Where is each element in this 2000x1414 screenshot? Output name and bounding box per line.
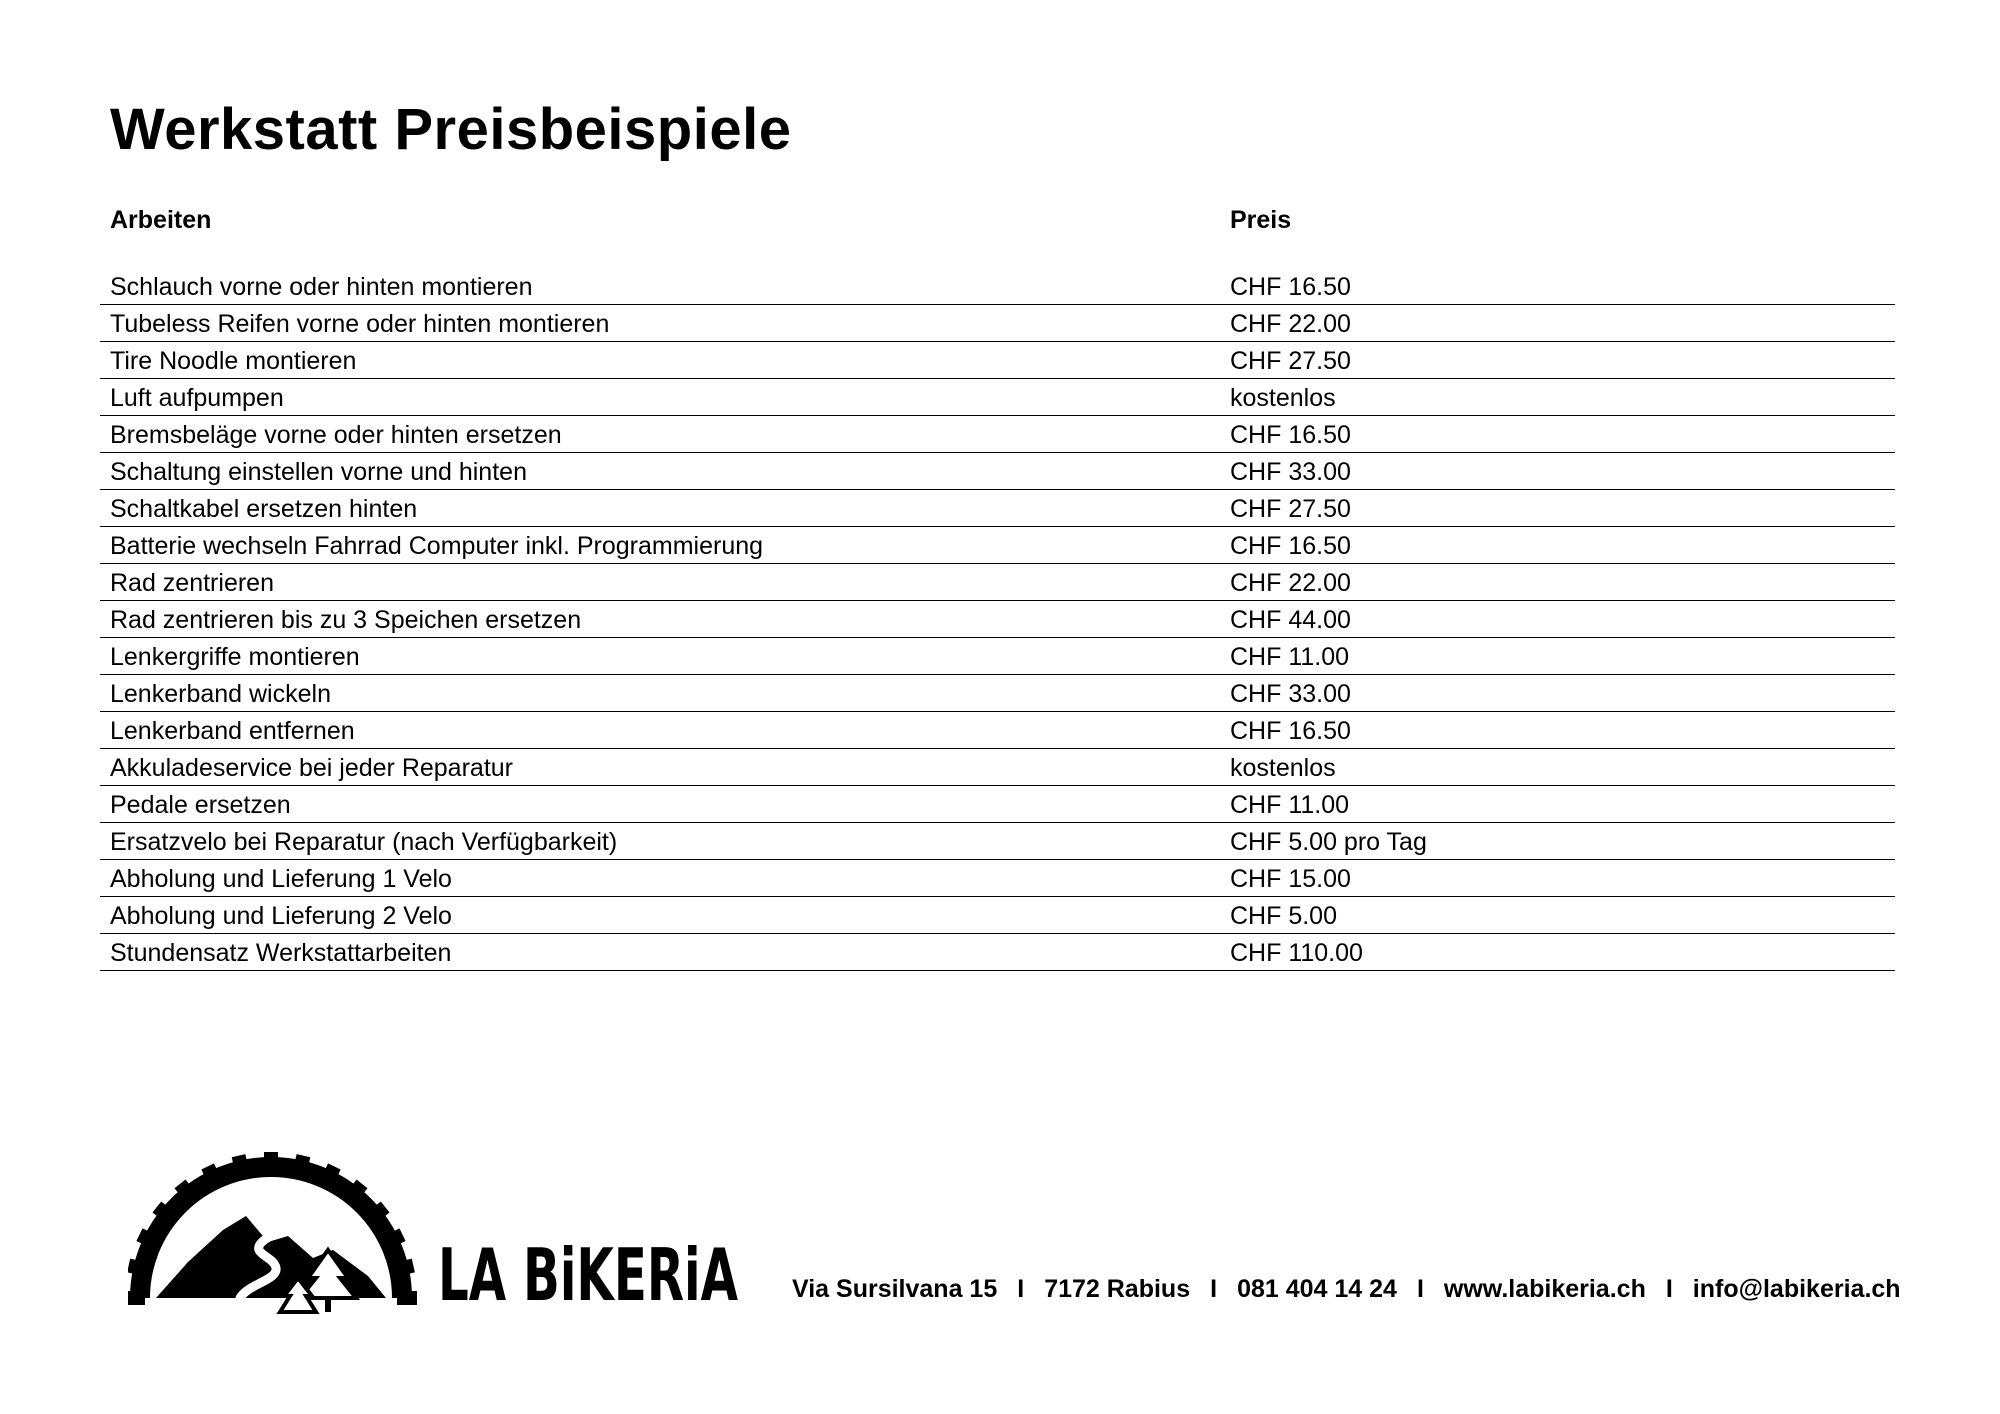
work-cell: Luft aufpumpen: [110, 384, 284, 412]
address: Via Sursilvana 15: [792, 1275, 998, 1303]
separator: I: [1017, 1275, 1025, 1303]
price-cell: CHF 110.00: [1230, 939, 1363, 967]
price-cell: CHF 15.00: [1230, 865, 1351, 893]
table-row: [100, 749, 1895, 786]
separator: I: [1665, 1275, 1673, 1303]
work-cell: Lenkerband wickeln: [110, 680, 331, 708]
table-row: [100, 564, 1895, 601]
email-link[interactable]: info@labikeria.ch: [1692, 1275, 1901, 1303]
table-row: [100, 675, 1895, 712]
table-row: [100, 490, 1895, 527]
work-cell: Rad zentrieren bis zu 3 Speichen ersetzen: [110, 606, 582, 634]
price-cell: kostenlos: [1230, 754, 1336, 782]
price-cell: kostenlos: [1230, 384, 1336, 412]
price-cell: CHF 44.00: [1230, 606, 1351, 634]
table-row: [100, 934, 1895, 971]
table-row: [100, 860, 1895, 897]
price-cell: CHF 5.00: [1230, 902, 1337, 930]
la-bikeria-logo: [128, 1150, 748, 1320]
table-row: [100, 786, 1895, 823]
logo-wordmark: LA BiKERiA: [438, 1233, 739, 1317]
work-cell: Batterie wechseln Fahrrad Computer inkl. Programmierung: [110, 532, 764, 560]
table-row: [100, 712, 1895, 749]
page-title: Werkstatt Preisbeispiele: [110, 97, 792, 162]
phone-number[interactable]: 081 404 14 24: [1237, 1275, 1397, 1303]
table-row: [100, 342, 1895, 379]
price-cell: CHF 16.50: [1230, 717, 1351, 745]
price-cell: CHF 27.50: [1230, 347, 1351, 375]
price-cell: CHF 16.50: [1230, 532, 1351, 560]
table-row: [100, 379, 1895, 416]
work-cell: Stundensatz Werkstattarbeiten: [110, 939, 452, 967]
gear-mountain-logo-icon: [128, 1152, 417, 1312]
work-cell: Ersatzvelo bei Reparatur (nach Verfügbarkeit): [110, 828, 618, 856]
price-cell: CHF 33.00: [1230, 458, 1351, 486]
website-link[interactable]: www.labikeria.ch: [1443, 1275, 1646, 1303]
table-row: [100, 601, 1895, 638]
column-header-price: Preis: [1230, 206, 1292, 234]
table-row: [100, 453, 1895, 490]
work-cell: Tubeless Reifen vorne oder hinten montieren: [110, 310, 610, 338]
price-cell: CHF 22.00: [1230, 569, 1351, 597]
work-cell: Pedale ersetzen: [110, 791, 291, 819]
work-cell: Schaltung einstellen vorne und hinten: [110, 458, 527, 486]
work-cell: Abholung und Lieferung 2 Velo: [110, 902, 452, 930]
table-row: [100, 305, 1895, 342]
price-cell: CHF 27.50: [1230, 495, 1351, 523]
price-cell: CHF 16.50: [1230, 273, 1351, 301]
table-row: [100, 638, 1895, 675]
city: 7172 Rabius: [1044, 1275, 1191, 1303]
separator: I: [1416, 1275, 1424, 1303]
table-row: [100, 897, 1895, 934]
table-row: [100, 823, 1895, 860]
work-cell: Schlauch vorne oder hinten montieren: [110, 273, 533, 301]
table-row: [100, 527, 1895, 564]
footer-contact: [792, 1272, 1901, 1306]
work-cell: Akkuladeservice bei jeder Reparatur: [110, 754, 513, 782]
work-cell: Lenkerband entfernen: [110, 717, 355, 745]
table-row: [100, 268, 1895, 305]
work-cell: Tire Noodle montieren: [110, 347, 357, 375]
price-cell: CHF 11.00: [1230, 643, 1350, 671]
price-table: [100, 268, 1895, 971]
column-header-work: Arbeiten: [110, 206, 212, 234]
work-cell: Rad zentrieren: [110, 569, 274, 597]
price-cell: CHF 11.00: [1230, 791, 1350, 819]
separator: I: [1210, 1275, 1218, 1303]
work-cell: Schaltkabel ersetzen hinten: [110, 495, 418, 523]
price-cell: CHF 22.00: [1230, 310, 1351, 338]
table-row: [100, 416, 1895, 453]
work-cell: Lenkergriffe montieren: [110, 643, 360, 671]
price-cell: CHF 16.50: [1230, 421, 1351, 449]
price-cell: CHF 33.00: [1230, 680, 1351, 708]
price-cell: CHF 5.00 pro Tag: [1230, 828, 1427, 856]
work-cell: Bremsbeläge vorne oder hinten ersetzen: [110, 421, 562, 449]
work-cell: Abholung und Lieferung 1 Velo: [110, 865, 452, 893]
